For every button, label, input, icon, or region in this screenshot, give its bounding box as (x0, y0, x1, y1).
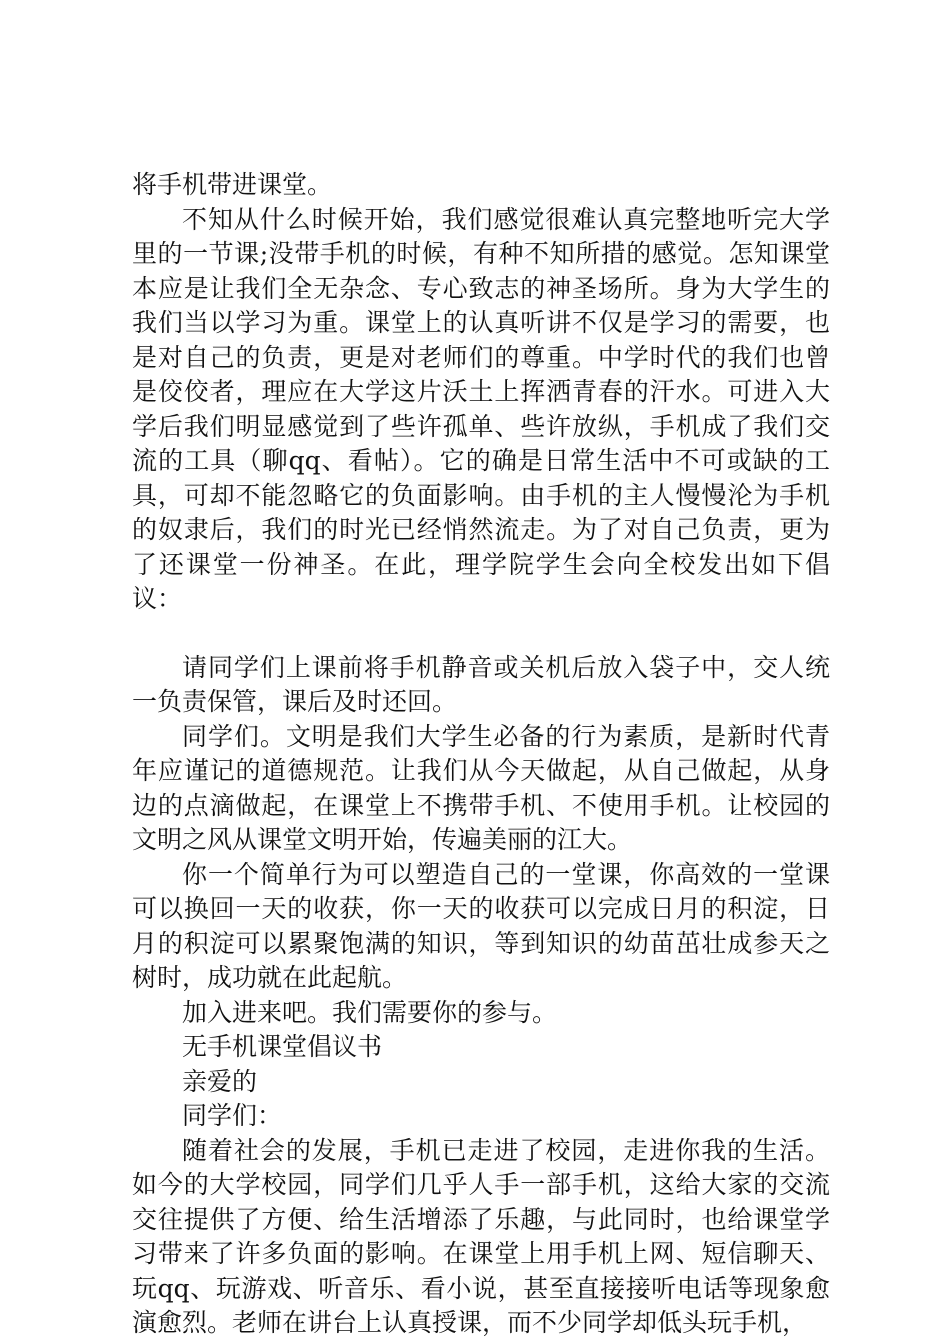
document-page (132, 168, 830, 1341)
paragraph-encouragement: 你一个简单行为可以塑造自己的一堂课，你高效的一堂课可以换回一天的收获，你一天的收获可以完成日月的积淀，日月的积淀可以累聚饱满的知识，等到知识的幼苗茁壮成参天之树时，成功就在此起航。 (132, 859, 830, 992)
salutation-line-1: 亲爱的 (182, 1066, 258, 1096)
paragraph-intro-end: 将手机带进课堂。 (132, 170, 333, 199)
salutation-line-2: 同学们： (182, 1101, 283, 1130)
paragraph-join-us: 加入进来吧。我们需要你的参与。 (182, 997, 558, 1027)
document-title: 无手机课堂倡议书 (182, 1032, 383, 1061)
paragraph-proposal: 请同学们上课前将手机静音或关机后放入袋子中，交人统一负责保管，课后及时还回。 (132, 652, 830, 716)
paragraph-body-start: 随着社会的发展，手机已走进了校园，走进你我的生活。如今的大学校园，同学们几乎人手一部手机，这给大家的交流交往提供了方便、给生活增添了乐趣，与此同时，也给课堂学习带来了许多负面的影响。在课堂上用手机上网、短信聊天、玩qq、玩游戏、听音乐、看小说，甚至直接接听电话等现象愈演愈烈。老师在讲台上认真授课，而不少同学却低头玩手机， (132, 1135, 830, 1337)
paragraph-civility: 同学们。文明是我们大学生必备的行为素质，是新时代青年应谨记的道德规范。让我们从今天做起，从自己做起，从身边的点滴做起，在课堂上不携带手机、不使用手机。让校园的文明之风从课堂文明开始，传遍美丽的江大。 (132, 721, 830, 854)
paragraph-background: 不知从什么时候开始，我们感觉很难认真完整地听完大学里的一节课;没带手机的时候，有种不知所措的感觉。怎知课堂本应是让我们全无杂念、专心致志的神圣场所。身为大学生的我们当以学习为重。课堂上的认真听讲不仅是学习的需要，也是对自己的负责，更是对老师们的尊重。中学时代的我们也曾是佼佼者，理应在大学这片沃土上挥洒青春的汗水。可进入大学后我们明显感觉到了些许孤单、些许放纵，手机成了我们交流的工具（聊qq、看帖）。它的确是日常生活中不可或缺的工具，可却不能忽略它的负面影响。由手机的主人慢慢沦为手机的奴隶后，我们的时光已经悄然流走。为了对自己负责，更为了还课堂一份神圣。在此，理学院学生会向全校发出如下倡议： (132, 204, 830, 613)
